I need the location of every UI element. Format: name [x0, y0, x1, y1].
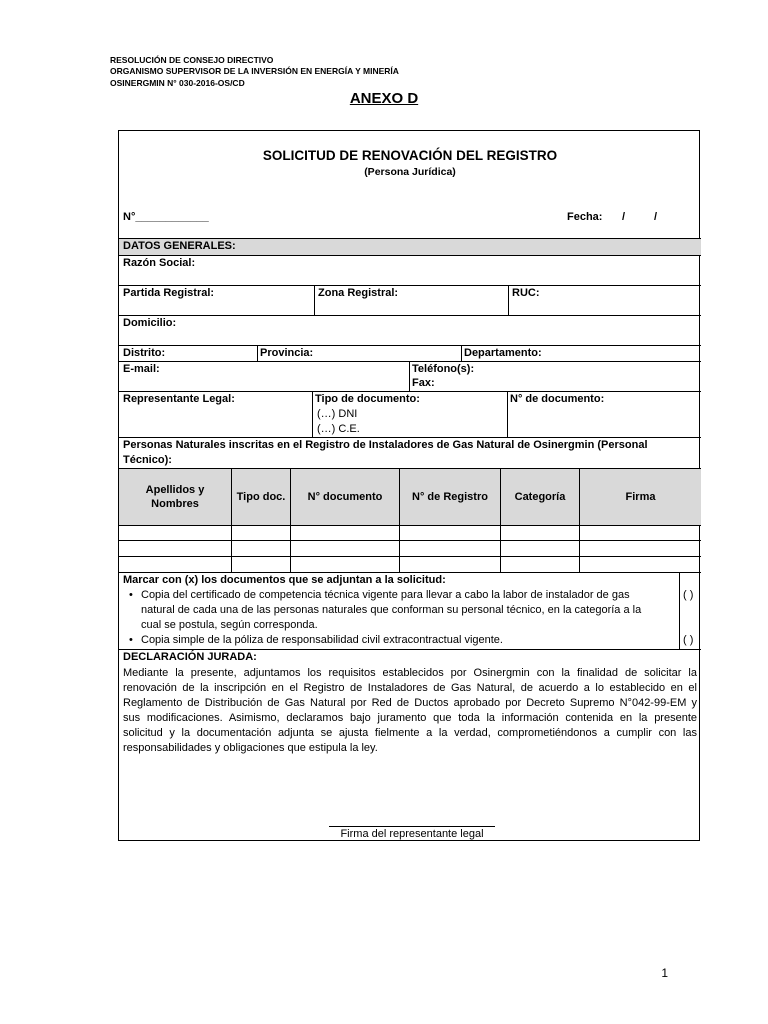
date-slash-2: /	[654, 211, 658, 223]
header-osinergmin: OSINERGMIN N° 030-2016-OS/CD	[110, 78, 245, 88]
form-subtitle: (Persona Jurídica)	[364, 166, 456, 178]
attachment-item-2: Copia simple de la póliza de responsabilidad civil extracontractual vigente.	[141, 634, 503, 646]
ruc-field[interactable]: RUC:	[512, 287, 540, 299]
form-title: SOLICITUD DE RENOVACIÓN DEL REGISTRO	[262, 148, 558, 163]
fax-field[interactable]: Fax:	[412, 377, 435, 389]
table-row	[119, 556, 701, 557]
bullet-2: •	[129, 634, 133, 646]
representante-legal-field[interactable]: Representante Legal:	[123, 393, 235, 405]
col-nro-registro: N° de Registro	[412, 491, 488, 503]
header-resolution: RESOLUCIÓN DE CONSEJO DIRECTIVO	[110, 55, 274, 65]
date-label: Fecha:	[567, 211, 603, 223]
attachment-item-1-line2: natural de cada una de las personas naturales que conforman su personal técnico, en la categoría a la	[141, 604, 642, 616]
nro-documento-field[interactable]: N° de documento:	[510, 393, 605, 405]
attachment-item-1-line3: cual se postula, según corresponda.	[141, 619, 318, 631]
attachment-item-1-line1: Copia del certificado de competencia técnica vigente para llevar a cabo la labor de instalador de gas	[141, 589, 630, 601]
col-categoria: Categoría	[514, 491, 566, 503]
personnel-heading-line2: Técnico):	[123, 454, 172, 466]
partida-registral-field[interactable]: Partida Registral:	[123, 287, 215, 299]
signature-label: Firma del representante legal	[340, 828, 484, 840]
personnel-heading-line1: Personas Naturales inscritas en el Registro de Instaladores de Gas Natural de Osinergmin (Personal	[123, 439, 648, 451]
col-tipo-doc: Tipo doc.	[236, 491, 286, 503]
ce-option[interactable]: (…) C.E.	[317, 423, 360, 435]
header-organism: ORGANISMO SUPERVISOR DE LA INVERSIÓN EN ENERGÍA Y MINERÍA	[110, 66, 399, 76]
distrito-field[interactable]: Distrito:	[123, 347, 166, 359]
col-firma: Firma	[625, 491, 656, 503]
form-number-field[interactable]: N°____________	[123, 211, 209, 223]
telefono-field[interactable]: Teléfono(s):	[412, 363, 475, 375]
form-frame	[118, 130, 700, 841]
annex-title: ANEXO D	[349, 90, 419, 107]
table-row	[119, 540, 701, 541]
page-number: 1	[661, 966, 668, 980]
col-apellidos-nombres: Apellidos y Nombres	[145, 484, 205, 510]
zona-registral-field[interactable]: Zona Registral:	[318, 287, 399, 299]
bullet-1: •	[129, 589, 133, 601]
email-field[interactable]: E-mail:	[123, 363, 160, 375]
departamento-field[interactable]: Departamento:	[464, 347, 542, 359]
declaration-text: Mediante la presente, adjuntamos los requisitos establecidos por Osinergmin con la finalidad de solicitar la renovación de la inscripción en el Registro de Instaladores de Gas Natural, de acuerdo a lo establecido en el Reglamento de Distribución de Gas Natural por Red de Ductos aprobado por Decreto Supremo N°042-99-EM y sus modificaciones. Asimismo, declaramos bajo juramento que toda la información contenida en la presente solicitud y la documentación adjunta se ajusta fielmente a la verdad, comprometiéndonos a cumplir con las responsabilidades y obligaciones que estipula la ley.	[123, 667, 697, 754]
domicilio-field[interactable]: Domicilio:	[123, 317, 177, 329]
declaration-title: DECLARACIÓN JURADA:	[123, 651, 257, 663]
attachment-checkbox-2[interactable]: ( )	[683, 634, 694, 646]
razon-social-field[interactable]: Razón Social:	[123, 257, 196, 269]
tipo-documento-label: Tipo de documento:	[315, 393, 420, 405]
col-nro-documento: N° documento	[307, 491, 383, 503]
general-section-title: DATOS GENERALES:	[123, 240, 236, 252]
date-slash-1: /	[622, 211, 626, 223]
signature-line	[329, 826, 495, 827]
attachment-checkbox-1[interactable]: ( )	[683, 589, 694, 601]
attachments-heading: Marcar con (x) los documentos que se adjuntan a la solicitud:	[123, 574, 446, 586]
dni-option[interactable]: (…) DNI	[317, 408, 358, 420]
provincia-field[interactable]: Provincia:	[260, 347, 314, 359]
